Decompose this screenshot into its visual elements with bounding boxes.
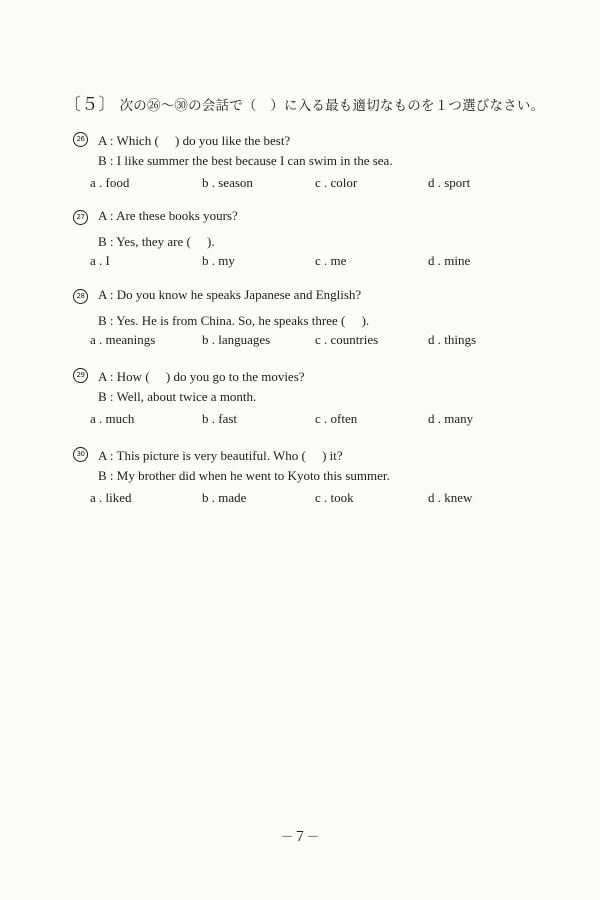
page-number: －７－ [280, 829, 320, 844]
option-d: d . mine [428, 253, 471, 268]
question-number-marker: 28 [73, 289, 88, 304]
section-instruction: 次の㉖～㉚の会話で（ ）に入る最も適切なものを１つ選びなさい。 [119, 98, 545, 113]
option-d: d . sport [428, 175, 471, 190]
dialogue-line-b: B : Yes, they are ( ). [98, 234, 215, 249]
question-27 [0, 210, 600, 284]
question-number-marker: 27 [73, 210, 88, 225]
question-29 [0, 368, 600, 442]
question-number-marker: 26 [73, 132, 88, 147]
dialogue-line-a: A : How ( ) do you go to the movies? [98, 369, 305, 384]
question-30 [0, 447, 600, 521]
dialogue-line-b: B : I like summer the best because I can swim in the sea. [98, 153, 393, 168]
question-28 [0, 289, 600, 363]
dialogue-line-a: A : This picture is very beautiful. Who ( ) it? [98, 448, 343, 463]
option-b: b . languages [202, 332, 271, 347]
option-c: c . often [315, 411, 358, 426]
dialogue-line-a: A : Are these books yours? [98, 208, 238, 223]
option-c: c . me [315, 253, 347, 268]
answer-options [0, 411, 600, 429]
option-a: a . food [90, 175, 130, 190]
answer-options [0, 253, 600, 271]
dialogue-line-b: B : Yes. He is from China. So, he speaks three ( ). [98, 313, 370, 328]
dialogue-line-a: A : Do you know he speaks Japanese and English? [98, 287, 362, 302]
option-d: d . knew [428, 490, 473, 505]
dialogue-line-b: B : My brother did when he went to Kyoto this summer. [98, 468, 390, 483]
dialogue-line-b: B : Well, about twice a month. [98, 389, 257, 404]
option-a: a . I [90, 253, 110, 268]
answer-options [0, 332, 600, 350]
option-b: b . made [202, 490, 247, 505]
section-header [64, 90, 544, 115]
option-a: a . much [90, 411, 135, 426]
question-number-marker: 29 [73, 368, 88, 383]
section-number: 〔５〕 [64, 95, 116, 115]
question-number-marker: 30 [73, 447, 88, 462]
option-c: c . countries [315, 332, 379, 347]
answer-options [0, 175, 600, 193]
dialogue-line-a: A : Which ( ) do you like the best? [98, 133, 291, 148]
question-26 [0, 132, 600, 206]
option-b: b . my [202, 253, 235, 268]
option-c: c . took [315, 490, 354, 505]
option-b: b . fast [202, 411, 238, 426]
option-a: a . meanings [90, 332, 156, 347]
option-d: d . many [428, 411, 474, 426]
option-a: a . liked [90, 490, 132, 505]
option-d: d . things [428, 332, 477, 347]
answer-options [0, 490, 600, 508]
option-c: c . color [315, 175, 358, 190]
option-b: b . season [202, 175, 253, 190]
